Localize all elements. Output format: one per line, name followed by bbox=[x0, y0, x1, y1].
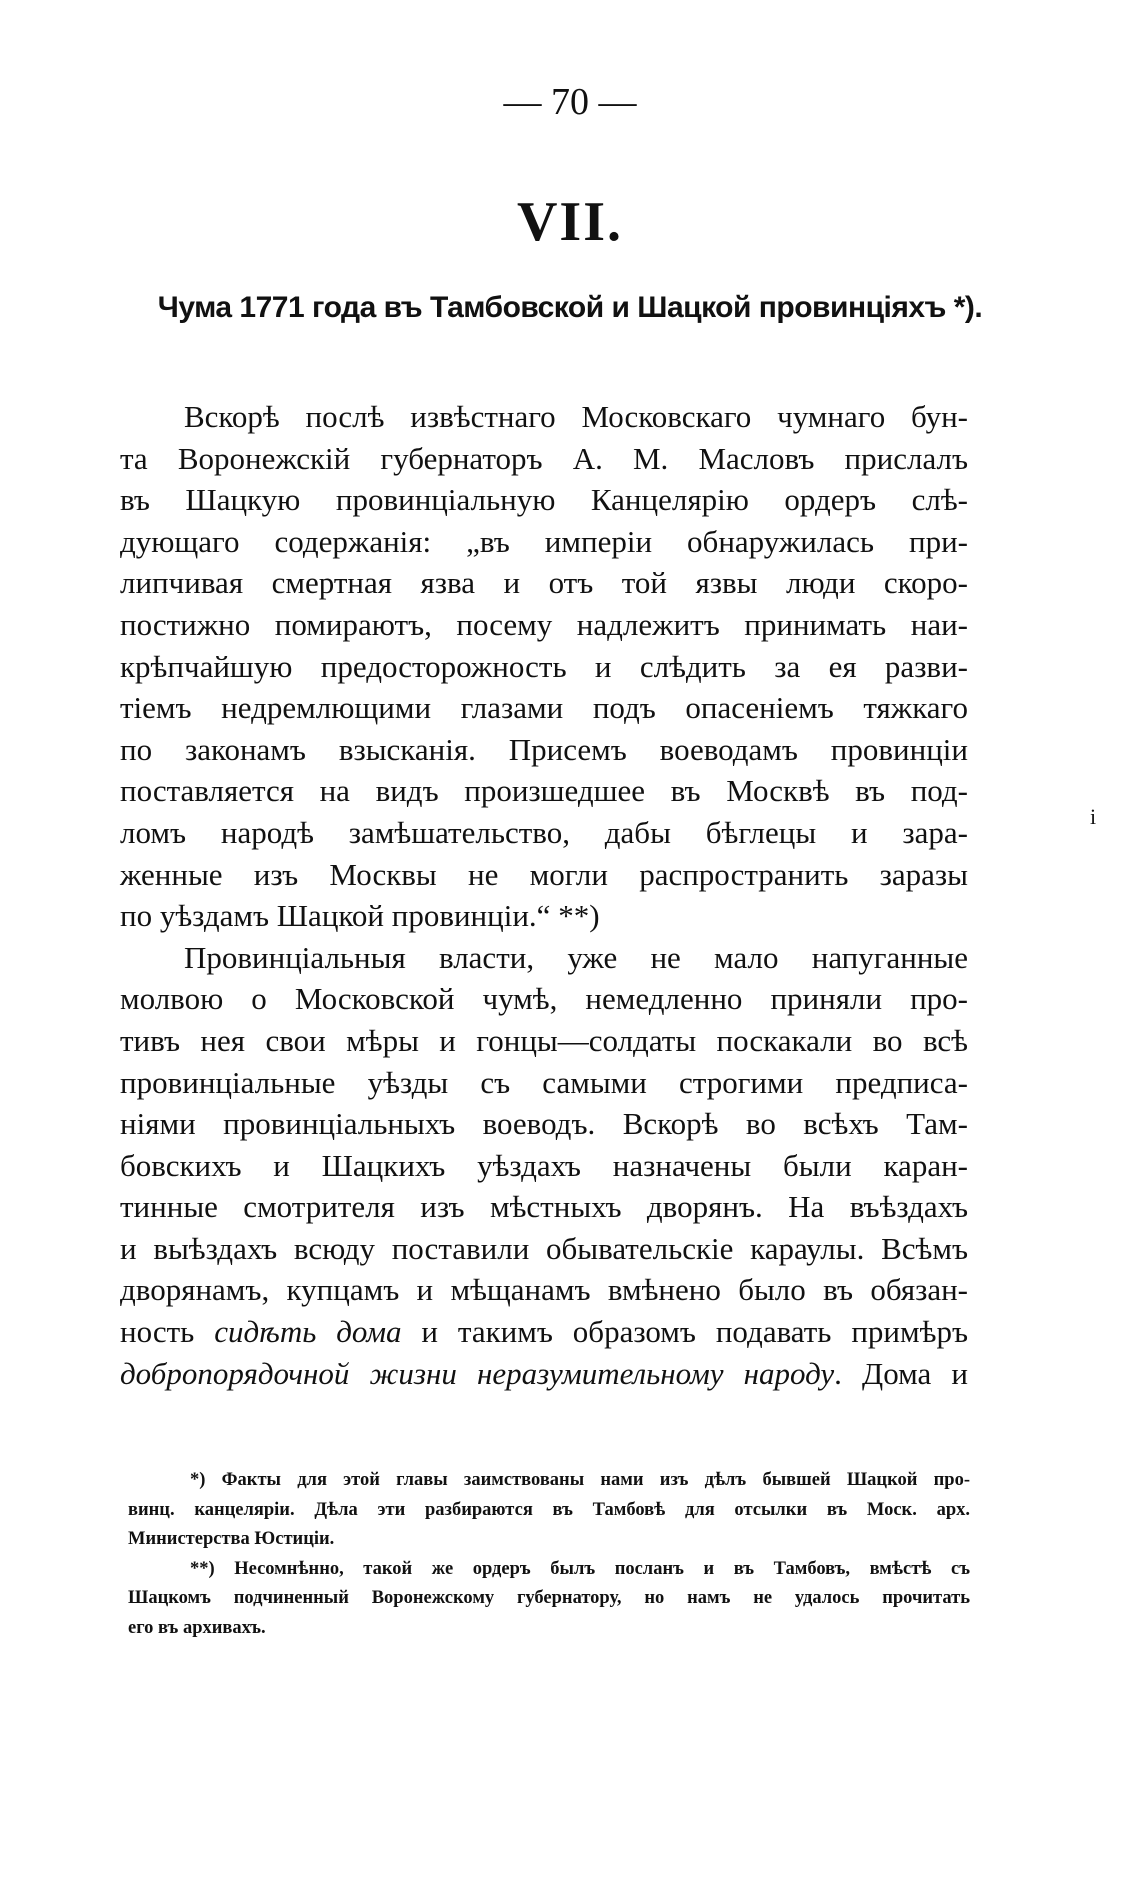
footnotes bbox=[128, 1466, 970, 1643]
footnote-line: винц. канцеляріи. Дѣла эти разбираются въ Тамбовѣ для отсылки въ Моск. арх. bbox=[128, 1499, 970, 1520]
main-text bbox=[120, 396, 968, 1394]
footnote-line: **) Несомнѣнно, такой же ордеръ былъ посланъ и въ Тамбовъ, вмѣстѣ съ bbox=[190, 1558, 970, 1579]
page-number: — 70 — bbox=[503, 81, 637, 123]
italic-phrase: сидѣть дома bbox=[214, 1314, 402, 1350]
text-line: по законамъ взысканія. Присемъ воеводамъ провинціи bbox=[120, 731, 968, 767]
text-line: поставляется на видъ произшедшее въ Москвѣ въ под- bbox=[120, 773, 968, 809]
text-line: постижно помираютъ, посему надлежитъ принимать наи- bbox=[120, 606, 968, 642]
footnote-line: *) Факты для этой главы заимствованы нами изъ дѣлъ бывшей Шацкой про- bbox=[190, 1470, 970, 1490]
text-line bbox=[120, 1311, 968, 1353]
text-line: по уѣздамъ Шацкой провинціи.“ **) bbox=[120, 898, 600, 934]
text-line: женные изъ Москвы не могли распространить заразы bbox=[120, 856, 968, 892]
chapter-heading: Чума 1771 года въ Тамбовской и Шацкой провинціяхъ *). bbox=[157, 291, 983, 324]
footnote-line: его въ архивахъ. bbox=[128, 1617, 266, 1638]
text-line: молвою о Московской чумѣ, немедленно приняли про- bbox=[120, 981, 968, 1017]
text-line: та Воронежскій губернаторъ А. М. Масловъ прислалъ bbox=[120, 440, 968, 476]
text-segment: . Дома и bbox=[834, 1355, 969, 1391]
text-line: провинціальные уѣзды съ самыми строгими предписа- bbox=[120, 1064, 968, 1100]
chapter-number: VII. bbox=[516, 191, 624, 253]
text-line: дующаго содержанія: „въ имперіи обнаружилась при- bbox=[120, 523, 968, 559]
text-segment: и такимъ образомъ подавать примѣръ bbox=[421, 1314, 969, 1350]
text-line bbox=[120, 1353, 968, 1395]
text-line: липчивая смертная язва и отъ той язвы люди скоро- bbox=[120, 565, 968, 601]
text-line: крѣпчайшую предосторожность и слѣдить за ея разви- bbox=[120, 648, 968, 684]
text-line: Провинціальныя власти, уже не мало напуганные bbox=[184, 939, 968, 975]
footnote-line: Министерства Юстиціи. bbox=[128, 1529, 335, 1549]
text-line: бовскихъ и Шацкихъ уѣздахъ назначены были каран- bbox=[120, 1147, 968, 1183]
text-line: дворянамъ, купцамъ и мѣщанамъ вмѣнено было въ обязан- bbox=[120, 1272, 968, 1308]
text-line: тинные смотрителя изъ мѣстныхъ дворянъ. На въѣздахъ bbox=[120, 1189, 968, 1225]
text-segment: ность bbox=[120, 1314, 195, 1350]
footnote-line: Шацкомъ подчиненный Воронежскому губернатору, но намъ не удалось прочитать bbox=[128, 1588, 970, 1608]
text-line: Вскорѣ послѣ извѣстнаго Московскаго чумнаго бун- bbox=[184, 399, 968, 434]
text-line: ніями провинціальныхъ воеводъ. Вскорѣ во всѣхъ Там- bbox=[120, 1106, 968, 1142]
text-line: и выѣздахъ всюду поставили обывательскіе караулы. Всѣмъ bbox=[120, 1230, 968, 1266]
text-line: въ Шацкую провинціальную Канцелярію ордеръ слѣ- bbox=[120, 482, 968, 518]
text-line: тивъ нея свои мѣры и гонцы—солдаты поскакали во всѣ bbox=[120, 1022, 968, 1058]
text-line: тіемъ недремлющими глазами подъ опасеніемъ тяжкаго bbox=[120, 690, 968, 726]
text-line: ломъ народѣ замѣшательство, дабы бѣглецы и зара- bbox=[120, 814, 968, 850]
italic-phrase: добропорядочной жизни неразумительному народу bbox=[120, 1355, 835, 1391]
margin-mark: і bbox=[1090, 804, 1097, 829]
